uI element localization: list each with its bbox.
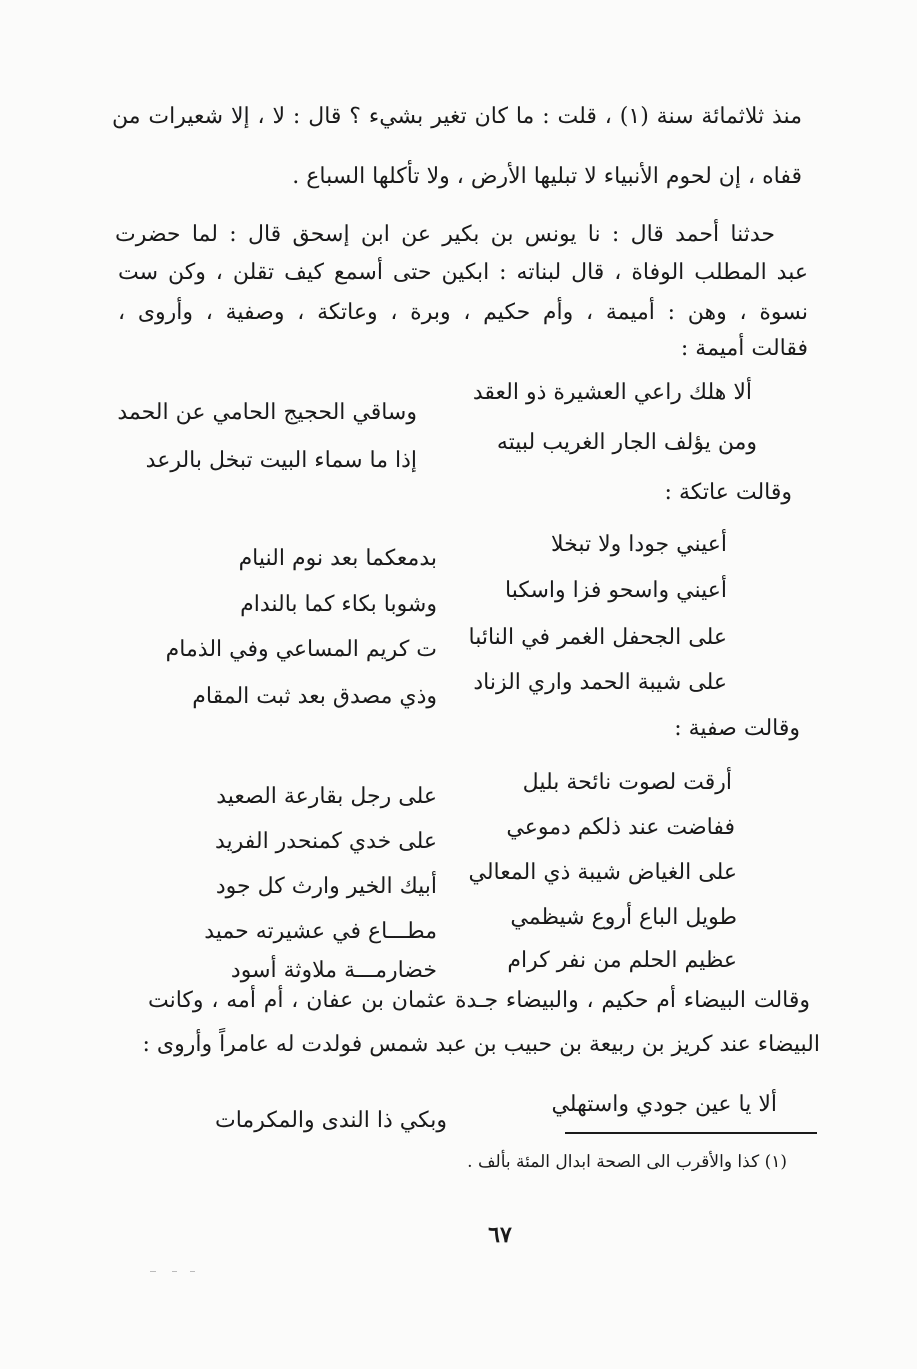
second-hemistich: على خدي كمنحدر الفريد [214,829,437,854]
prose-line: عبد المطلب الوفاة ، قال لبناته : ابكين حتى أسمع كيف تقلن ، وكن ست [118,260,808,285]
second-hemistich: ت كريم المساعي وفي الذمام [165,637,437,662]
first-hemistich: على الجحفل الغمر في النائبا [468,625,727,650]
second-hemistich: إذا ما سماء البيت تبخل بالرعد [145,448,417,473]
scan-speck [190,1271,195,1272]
second-hemistich: وساقي الحجيج الحامي عن الحمد [117,400,417,425]
footnote: (١) كذا والأقرب الى الصحة ابدال المئة بألف . [467,1152,787,1172]
prose-line: نسوة ، وهن : أميمة ، وأم حكيم ، وبرة ، وعاتكة ، وصفية ، وأروى ، [118,300,808,325]
first-hemistich: طويل الباع أروع شيظمي [510,905,737,930]
prose-line: قفاه ، إن لحوم الأنبياء لا تبليها الأرض ، ولا تأكلها السباع . [292,164,802,189]
prose-line: البيضاء عند كريز بن ربيعة بن حبيب بن عبد شمس فولدت له عامراً وأروى : [142,1032,820,1057]
speaker-intro: وقالت صفية : [674,716,800,741]
second-hemistich: أبيك الخير وارث كل جود [215,874,437,899]
first-hemistich: ألا هلك راعي العشيرة ذو العقد [472,380,752,405]
scan-speck [150,1271,156,1272]
page-number: ٦٧ [488,1222,512,1248]
speaker-intro: وقالت عاتكة : [664,480,792,505]
second-hemistich: وشوبا بكاء كما بالندام [240,592,437,617]
first-hemistich: على شيبة الحمد واري الزناد [473,670,727,695]
second-hemistich: على رجل بقارعة الصعيد [216,784,437,809]
first-hemistich: أعيني جودا ولا تبخلا [551,532,727,557]
first-hemistich: ففاضت عند ذلكم دموعي [506,815,735,840]
speaker-intro: فقالت أميمة : [680,336,808,361]
second-hemistich: وبكي ذا الندى والمكرمات [215,1108,447,1133]
second-hemistich: مطـــاع في عشيرته حميد [204,919,437,944]
footnote-rule [565,1132,817,1134]
second-hemistich: خضارمـــة ملاوثة أسود [230,958,437,983]
first-hemistich: عظيم الحلم من نفر كرام [507,948,737,973]
prose-line: منذ ثلاثمائة سنة (١) ، قلت : ما كان تغير بشيء ؟ قال : لا ، إلا شعيرات من [112,104,802,129]
second-hemistich: بدمعكما بعد نوم النيام [238,546,437,571]
first-hemistich: ألا يا عين جودي واستهلي [551,1092,777,1117]
second-hemistich: وذي مصدق بعد ثبت المقام [192,684,437,709]
first-hemistich: ومن يؤلف الجار الغريب لبيته [496,430,757,455]
first-hemistich: على الغياض شيبة ذي المعالي [468,860,737,885]
prose-line: وقالت البيضاء أم حكيم ، والبيضاء جـدة عثمان بن عفان ، أم أمه ، وكانت [148,988,810,1013]
scan-speck [172,1271,177,1272]
prose-line: حدثنا أحمد قال : نا يونس بن بكير عن ابن إسحق قال : لما حضرت [115,222,775,247]
first-hemistich: أرقت لصوت نائحة بليل [522,770,732,795]
first-hemistich: أعيني واسحو فزا واسكبا [505,578,727,603]
